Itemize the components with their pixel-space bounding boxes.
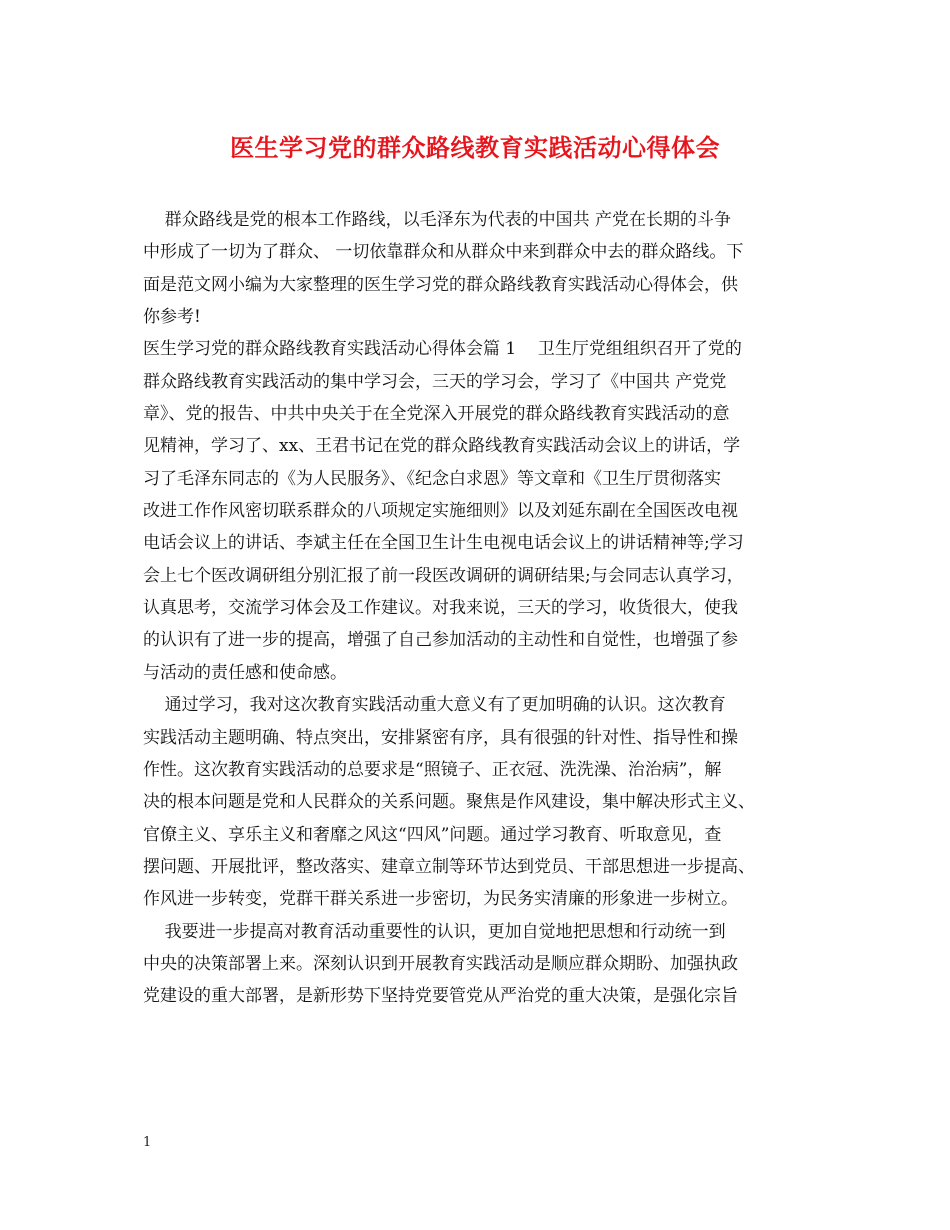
body-line: 群众路线是党的根本工作路线，以毛泽东为代表的中国共 产党在长期的斗争: [143, 210, 732, 230]
body-line: 中央的决策部署上来。深刻认识到开展教育实践活动是顺应群众期盼、加强执政: [143, 953, 738, 974]
body-line: 官僚主义、享乐主义和奢靡之风这“四风”问题。通过学习教育、听取意见，查: [143, 824, 722, 845]
body-line: 认真思考，交流学习体会及工作建议。对我来说，三天的学习，收货很大，使我: [143, 598, 738, 619]
body-line: 习了毛泽东同志的《为人民服务》、《纪念白求恩》等文章和《卫生厅贯彻落实: [143, 468, 721, 489]
body-line: 实践活动主题明确、特点突出，安排紧密有序，具有很强的针对性、指导性和操: [143, 727, 738, 748]
page-number: 1: [143, 1135, 152, 1150]
document-body: [143, 204, 811, 1013]
body-line: 的认识有了进一步的提高，增强了自己参加活动的主动性和自觉性，也增强了参: [143, 630, 738, 651]
body-line: 决的根本问题是党和人民群众的关系问题。聚焦是作风建设，集中解决形式主义、: [143, 792, 755, 813]
body-line: 改进工作作风密切联系群众的八项规定实施细则》以及刘延东副在全国医改电视: [143, 501, 738, 522]
body-line: 面是范文网小编为大家整理的医生学习党的群众路线教育实践活动心得体会，供: [143, 274, 738, 295]
document-title: 医生学习党的群众路线教育实践活动心得体会: [230, 133, 720, 162]
body-line: 群众路线教育实践活动的集中学习会，三天的学习会，学习了《中国共 产党党: [143, 371, 727, 392]
body-line: 章》、党的报告、中共中央关于在全党深入开展党的群众路线教育实践活动的意: [143, 404, 730, 425]
body-line: 与活动的责任感和使命感。: [143, 662, 347, 683]
body-line: 中形成了一切为了群众、 一切依靠群众和从群众中来到群众中去的群众路线。下: [143, 242, 744, 263]
body-line: 医生学习党的群众路线教育实践活动心得体会篇 1 卫生厅党组组织召开了党的: [143, 339, 742, 360]
body-line: 通过学习，我对这次教育实践活动重大意义有了更加明确的认识。这次教育: [143, 695, 726, 716]
body-line: 我要进一步提高对教育活动重要性的认识，更加自觉地把思想和行动统一到: [143, 921, 726, 942]
body-line: 摆问题、开展批评，整改落实、建章立制等环节达到党员、干部思想进一步提高、: [143, 856, 755, 877]
body-line: 电话会议上的讲话、李斌主任在全国卫生计生电视电话会议上的讲话精神等;学习: [143, 533, 744, 554]
body-line: 你参考!: [143, 307, 201, 328]
body-line: 作风进一步转变，党群干群关系进一步密切，为民务实清廉的形象进一步树立。: [143, 889, 738, 910]
body-line: 会上七个医改调研组分别汇报了前一段医改调研的调研结果;与会同志认真学习，: [143, 565, 744, 586]
body-line: 见精神，学习了、xx、王君书记在党的群众路线教育实践活动会议上的讲话，学: [143, 436, 741, 457]
body-line: 党建设的重大部署，是新形势下坚持党要管党从严治党的重大决策，是强化宗旨: [143, 986, 738, 1007]
body-line: 作性。这次教育实践活动的总要求是“照镜子、正衣冠、洗洗澡、治治病”，解: [143, 759, 722, 780]
